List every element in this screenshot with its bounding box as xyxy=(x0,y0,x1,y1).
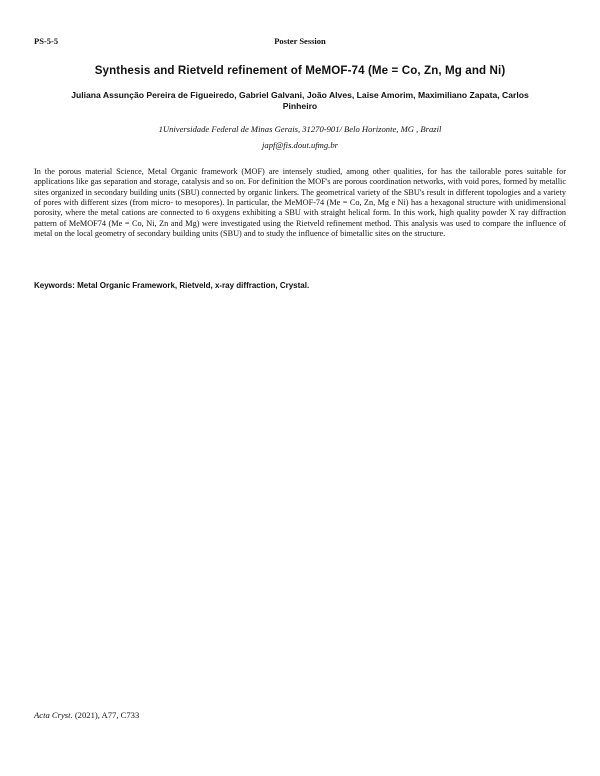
abstract-text: In the porous material Science, Metal Organic framework (MOF) are intensely studied, among other qualities, for has the tailorable pores suitable for applications like gas separation and storage, catalysis and so on. For definition the MOF's are porous coordination networks, with void pores, formed by metallic sites organized in secondary building units (SBU) connected by organic linkers. The geometrical variety of the SBU's result in different topologies and a variety of pores with different sizes (from micro- to mesopores). In particular, the MeMOF-74 (Me = Co, Zn, Mg e Ni) has a hexagonal structure with unidimensional porosity, where the metal cations are connected to 6 oxygens exhibiting a SBU with straight helical form. In this work, high quality powder X ray diffraction pattern of MeMOF74 (Me = Co, Ni, Zn and Mg) were investigated using the Rietveld refinement method. This analysis was used to compare the influence of metal on the local geometry of secondary building units (SBU) and to study the influence of bimetallic sites on the structure. xyxy=(34,167,566,239)
contact-email: japf@fis.dout.ufmg.br xyxy=(262,140,338,150)
session-code: PS-5-5 xyxy=(34,36,59,46)
affiliation: 1Universidade Federal de Minas Gerais, 31270-901/ Belo Horizonte, MG , Brazil xyxy=(158,124,442,134)
citation-details: (2021), A77, C733 xyxy=(72,710,140,720)
journal-name: Acta Cryst. xyxy=(34,710,73,720)
paper-title: Synthesis and Rietveld refinement of MeMOF-74 (Me = Co, Zn, Mg and Ni) xyxy=(94,64,506,77)
session-type: Poster Session xyxy=(274,36,326,46)
citation-footer xyxy=(34,710,139,720)
keywords: Keywords: Metal Organic Framework, Rietveld, x-ray diffraction, Crystal. xyxy=(34,281,310,290)
author-list: Juliana Assunção Pereira de Figueiredo, Gabriel Galvani, João Alves, Laise Amorim, Maximiliano Zapata, Carlos Pinheiro xyxy=(71,90,529,111)
